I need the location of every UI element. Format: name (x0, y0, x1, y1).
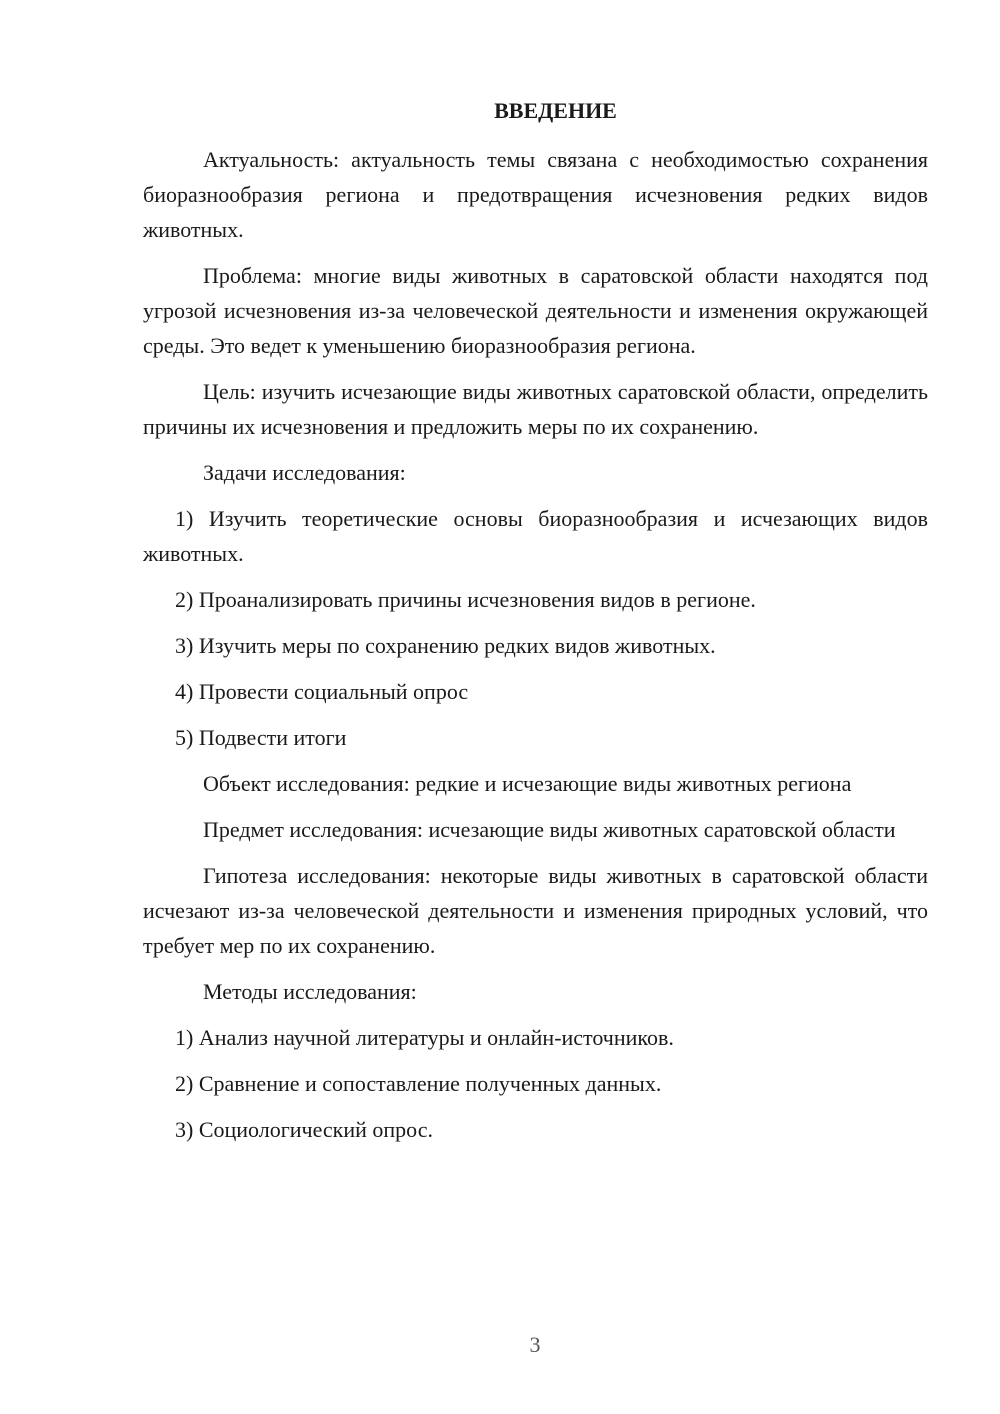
task-item-3: 3) Изучить меры по сохранению редких видов животных. (175, 633, 716, 658)
page-content (143, 93, 928, 1158)
task-item-4: 4) Провести социальный опрос (175, 679, 469, 704)
task-item-1: 1) Изучить теоретические основы биоразнообразия и исчезающих видов животных. (143, 506, 928, 566)
section-title: ВВЕДЕНИЕ (494, 98, 617, 123)
paragraph-subject: Предмет исследования: исчезающие виды животных саратовской области (203, 817, 896, 842)
paragraph-problem: Проблема: многие виды животных в саратовской области находятся под угрозой исчезновения из-за человеческой деятельности и изменения окружающей среды. Это ведет к уменьшению биоразнообразия региона. (143, 263, 928, 358)
method-item-3: 3) Социологический опрос. (175, 1117, 433, 1142)
paragraph-relevance: Актуальность: актуальность темы связана с необходимостью сохранения биоразнообразия региона и предотвращения исчезновения редких видов животных. (143, 147, 928, 242)
tasks-heading: Задачи исследования: (203, 460, 406, 485)
method-item-1: 1) Анализ научной литературы и онлайн-источников. (175, 1025, 674, 1050)
methods-heading: Методы исследования: (203, 979, 417, 1004)
method-item-2: 2) Сравнение и сопоставление полученных данных. (175, 1071, 662, 1096)
task-item-2: 2) Проанализировать причины исчезновения видов в регионе. (175, 587, 756, 612)
paragraph-object: Объект исследования: редкие и исчезающие виды животных региона (203, 771, 852, 796)
task-item-5: 5) Подвести итоги (175, 725, 347, 750)
paragraph-goal: Цель: изучить исчезающие виды животных саратовской области, определить причины их исчезновения и предложить меры по их сохранению. (143, 379, 928, 439)
paragraph-hypothesis: Гипотеза исследования: некоторые виды животных в саратовской области исчезают из-за человеческой деятельности и изменения природных условий, что требует мер по их сохранению. (143, 863, 928, 958)
page-number: 3 (529, 1332, 541, 1357)
